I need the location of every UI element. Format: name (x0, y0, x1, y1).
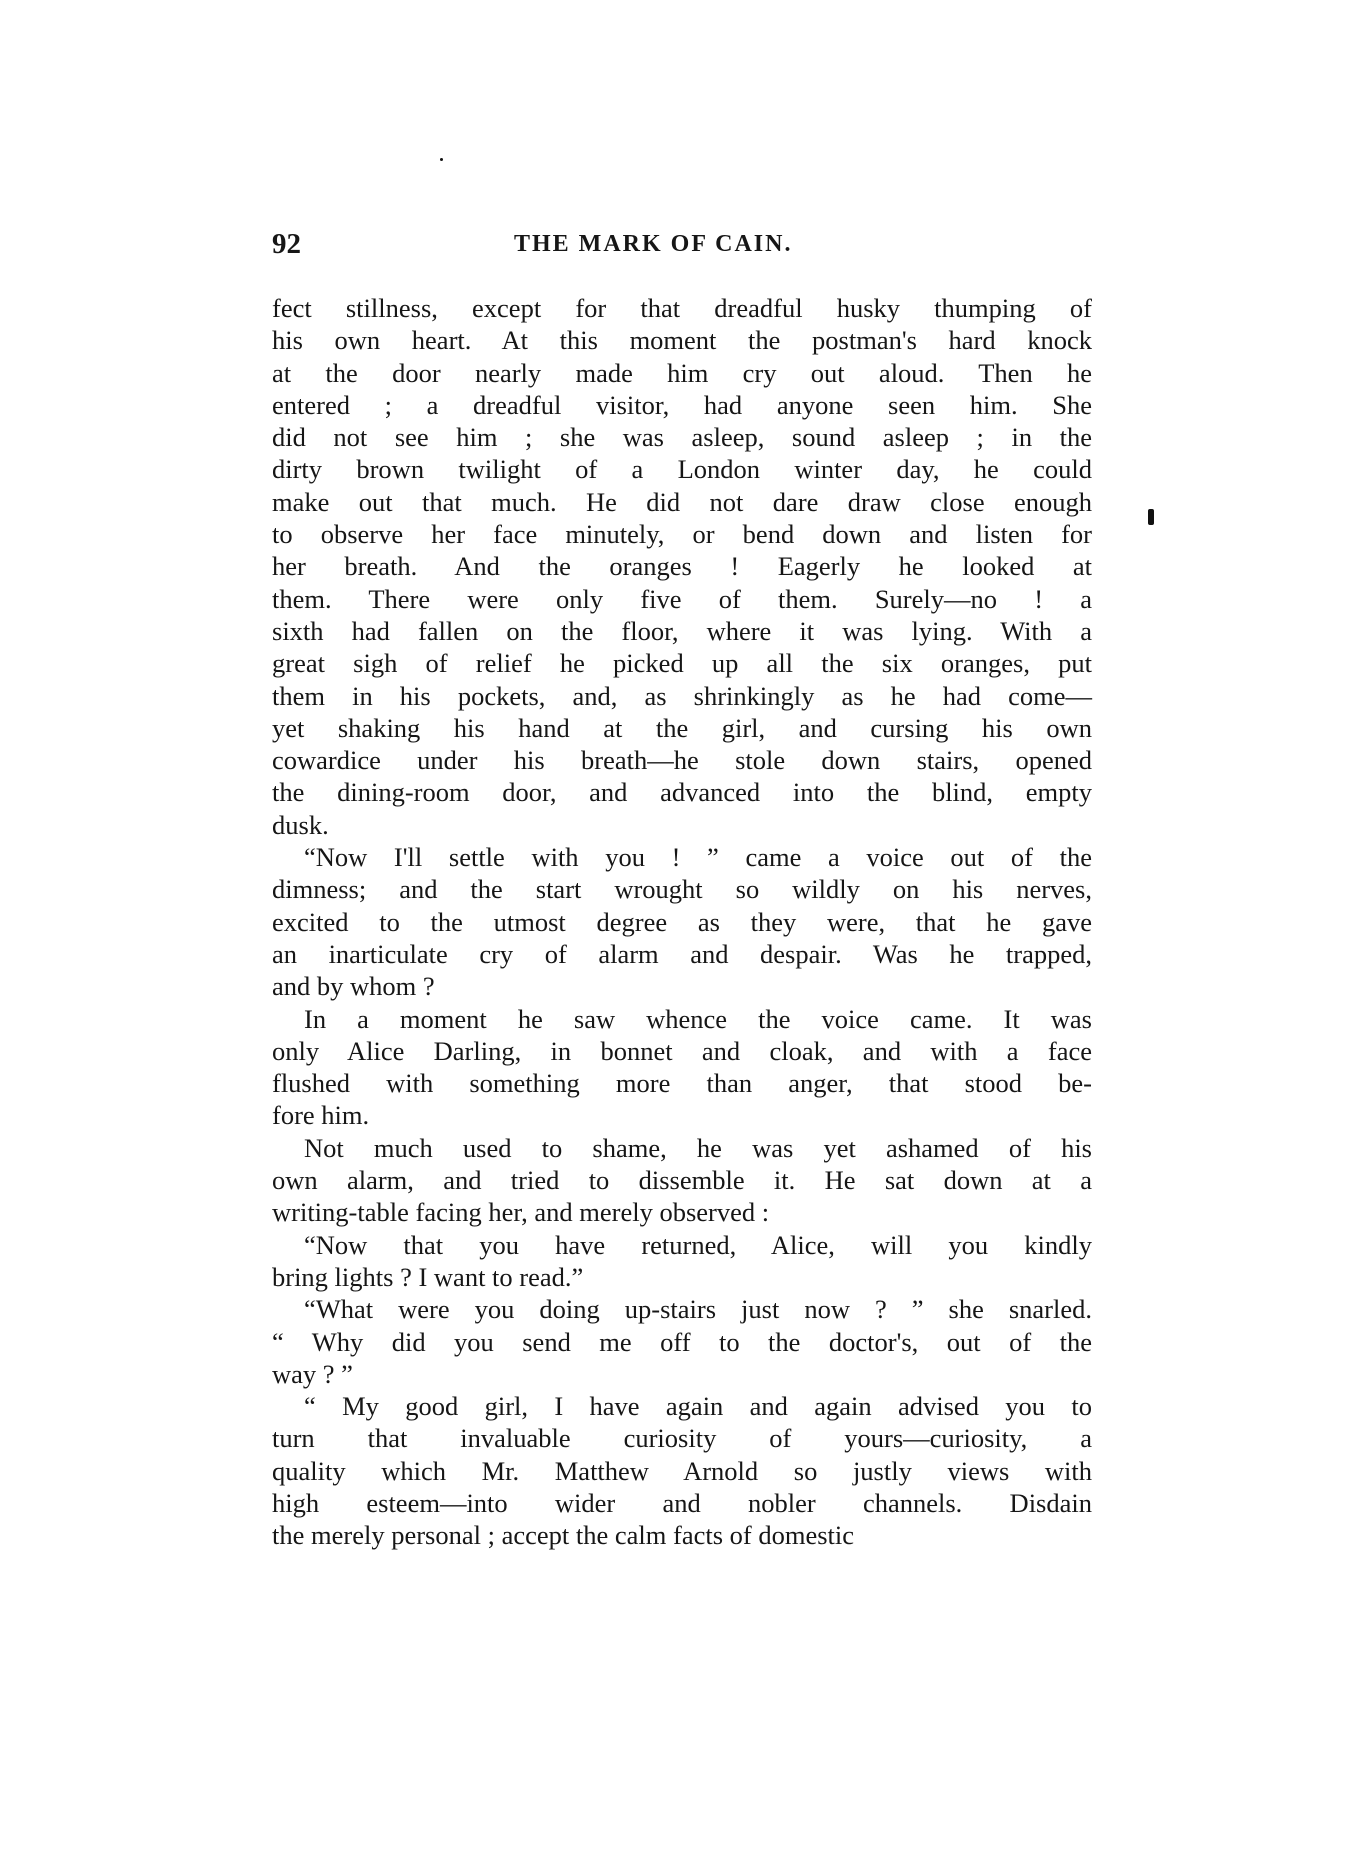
paragraph (272, 292, 1092, 841)
body-text (272, 292, 1092, 1552)
text-line: only Alice Darling, in bonnet and cloak, and with a face (272, 1035, 1092, 1066)
paragraph (272, 1229, 1092, 1294)
text-line: fect stillness, except for that dreadful husky thumping of (272, 293, 1092, 323)
paragraph (272, 1003, 1092, 1132)
text-line: “ Why did you send me off to the doctor's, out of the (272, 1326, 1092, 1357)
text-line: dirty brown twilight of a London winter day, he could (272, 454, 1092, 485)
text-line: sixth had fallen on the floor, where it was lying. With a (272, 615, 1092, 646)
text-line: entered ; a dreadful visitor, had anyone seen him. She (272, 389, 1092, 420)
margin-mark (1148, 509, 1154, 525)
text-line: Not much used to shame, he was yet ashamed of his (304, 1132, 1092, 1163)
text-line: the dining-room door, and advanced into the blind, empty (272, 777, 1092, 808)
text-line: quality which Mr. Matthew Arnold so justly views with (272, 1455, 1092, 1486)
text-line: flushed with something more than anger, that stood be- (272, 1068, 1092, 1099)
text-line: the merely personal ; accept the calm facts of domestic (272, 1520, 855, 1551)
paragraph (272, 1132, 1092, 1229)
text-line: high esteem—into wider and nobler channels. Disdain (272, 1487, 1092, 1518)
text-line: make out that much. He did not dare draw close enough (272, 486, 1092, 517)
text-line: In a moment he saw whence the voice came. It was (304, 1003, 1092, 1034)
text-line: to observe her face minutely, or bend down and listen for (272, 519, 1092, 550)
text-line: writing-table facing her, and merely observed : (272, 1197, 770, 1228)
text-line: own alarm, and tried to dissemble it. He sat down at a (272, 1165, 1092, 1196)
text-line: yet shaking his hand at the girl, and cursing his own (272, 712, 1092, 743)
text-line: excited to the utmost degree as they were, that he gave (272, 906, 1092, 937)
running-head: THE MARK OF CAIN. (514, 231, 793, 257)
text-line: fore him. (272, 1100, 370, 1131)
text-line: her breath. And the oranges ! Eagerly he looked at (272, 551, 1092, 582)
text-line: them. There were only five of them. Surely—no ! a (272, 583, 1092, 614)
page-header (272, 224, 1092, 264)
text-line: “ My good girl, I have again and again advised you to (304, 1391, 1092, 1422)
print-speck (440, 158, 443, 161)
text-line: and by whom ? (272, 971, 435, 1002)
text-line: an inarticulate cry of alarm and despair. Was he trapped, (272, 938, 1092, 969)
paragraph (272, 1390, 1092, 1551)
text-line: dimness; and the start wrought so wildly on his nerves, (272, 874, 1092, 905)
paragraph (272, 1293, 1092, 1390)
text-line: did not see him ; she was asleep, sound asleep ; in the (272, 422, 1092, 453)
text-line: his own heart. At this moment the postman's hard knock (272, 325, 1092, 356)
text-line: dusk. (272, 809, 329, 840)
text-line: great sigh of relief he picked up all the six oranges, put (272, 648, 1092, 679)
text-line: “What were you doing up-stairs just now ? ” she snarled. (304, 1294, 1092, 1325)
text-line: bring lights ? I want to read.” (272, 1261, 584, 1292)
text-line: “Now that you have returned, Alice, will you kindly (304, 1229, 1092, 1260)
text-line: at the door nearly made him cry out aloud. Then he (272, 357, 1092, 388)
text-line: “Now I'll settle with you ! ” came a voice out of the (304, 842, 1092, 873)
page-number: 92 (272, 228, 301, 260)
text-line: cowardice under his breath—he stole down stairs, opened (272, 745, 1092, 776)
text-line: way ? ” (272, 1358, 353, 1389)
paragraph (272, 841, 1092, 1002)
text-line: them in his pockets, and, as shrinkingly as he had come— (272, 680, 1092, 711)
text-line: turn that invaluable curiosity of yours—curiosity, a (272, 1423, 1092, 1454)
